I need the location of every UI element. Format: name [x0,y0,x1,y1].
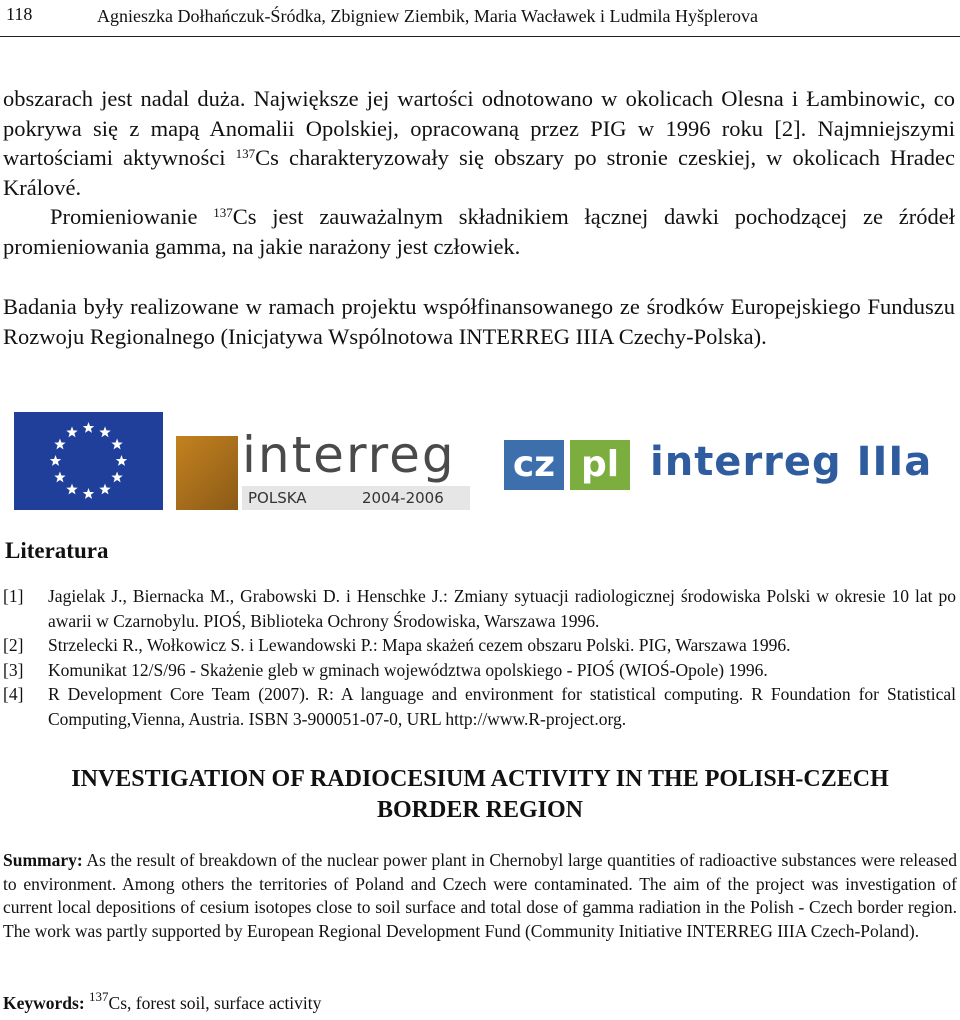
eu-star-icon [54,439,65,450]
reference-number: [1] [3,586,24,606]
eu-star-icon [111,439,122,450]
logo-strip [0,410,960,512]
reference-text: Komunikat 12/S/96 - Skażenie gleb w gminach województwa opolskiego - PIOŚ (WIOŚ-Opole) 1996. [48,659,768,680]
eu-star-icon [116,455,127,466]
english-title-line-1: INVESTIGATION OF RADIOCESIUM ACTIVITY IN THE POLISH-CZECH [71,766,889,792]
eu-star-icon [50,455,61,466]
reference-list [0,584,960,732]
cz-block: cz [504,440,564,490]
eu-star-icon [83,488,94,499]
interreg-iiia-wordmark: interreg IIIa [650,439,933,485]
interreg-subtitle-band [242,486,470,510]
summary-label: Summary: [3,850,83,870]
interreg-wordmark: interreg [242,426,456,484]
summary-text: As the result of breakdown of the nuclear power plant in Chernobyl large quantities of radioactive substances were released to environment. Among others the territories of Poland and Czech were contaminated. The aim of the project was investigation of current local depositions of cesium isotopes close to soil surface and total dose of gamma radiation in the Polish - Czech border region. The work was partly supported by European Regional Development Fund (Community Initiative INTERREG IIIA Czech-Poland). [3,850,957,941]
paragraph-results [3,84,955,202]
reference-text: Strzelecki R., Wołkowicz S. i Lewandowski P.: Mapa skażeń cezem obszaru Polski. PIG, Warszawa 1996. [48,635,791,656]
eu-star-icon [111,472,122,483]
eu-star-icon [83,422,94,433]
eu-star-icon [99,484,110,495]
interreg-years: 2004-2006 [362,489,444,507]
cz-pl-logo [504,434,634,494]
literature-heading: Literatura [5,538,109,563]
running-head-authors: Agnieszka Dołhańczuk-Śródka, Zbigniew Ziembik, Maria Wacławek i Ludmila Hyšplerova [97,6,759,26]
english-summary [3,849,957,943]
keywords-text: Cs, forest soil, surface activity [108,993,322,1013]
page-number: 118 [6,4,33,24]
paragraph-results-text: obszarach jest nadal duża. Największe jej wartości odnotowano w okolicach Olesna i Łambinowic, co pokrywa się z mapą Anomalii Opolskiej, opracowaną przez PIG w 1996 roku [2]. Najmniejszymi wartościami aktywności [3,86,955,170]
paragraph-results-tail: Cs charakteryzowały się obszary po stronie czeskiej, w okolicach Hradec Králové. [3,145,955,200]
interreg-country: POLSKA [248,489,307,507]
eu-stars-icon [14,412,163,510]
eu-flag-logo [14,412,163,510]
reference-number: [2] [3,635,24,656]
isotope-mass-number: 137 [235,146,256,161]
keywords-isotope-mass-number: 137 [89,989,109,1004]
isotope-mass-number: 137 [213,205,233,220]
interreg-emblem-icon [176,436,238,510]
eu-star-icon [54,472,65,483]
reference-text: Jagielak J., Biernacka M., Grabowski D. i Henschke J.: Zmiany sytuacji radiologicznej środowiska Polski w okresie 10 lat po awarii w Czarnobylu. PIOŚ, Biblioteka Ochrony Środowiska, Warszawa 1996. [48,586,956,631]
paragraph-radiation-tail: Cs jest zauważalnym składnikiem łącznej dawki pochodzącej ze źródeł promieniowania gamma, na jakie narażony jest człowiek. [3,204,955,259]
paragraph-radiation [3,202,955,261]
paragraph-funding: Badania były realizowane w ramach projektu współfinansowanego ze środków Europejskiego Funduszu Rozwoju Regionalnego (Inicjatywa Wspólnotowa INTERREG IIIA Czechy-Polska). [3,294,955,349]
eu-star-icon [99,426,110,437]
eu-star-icon [66,426,77,437]
reference-item [0,682,956,731]
reference-number: [3] [3,659,24,680]
reference-item [0,584,956,633]
reference-item [0,633,956,658]
eu-star-icon [66,484,77,495]
keywords-label: Keywords: [3,993,85,1013]
english-title-line-2: BORDER REGION [376,797,584,823]
reference-number: [4] [3,684,24,705]
pl-block: pl [570,440,630,490]
interreg-polska-logo [176,426,468,510]
reference-text: R Development Core Team (2007). R: A language and environment for statistical computing. R Foundation for Statistical Computing,Vienna, Austria. ISBN 3-900051-07-0, URL http://www.R-project.org. [48,684,956,729]
english-keywords [3,989,322,1014]
page-header [0,0,960,37]
paragraph-radiation-start: Promieniowanie [50,204,214,229]
reference-item [0,658,956,683]
